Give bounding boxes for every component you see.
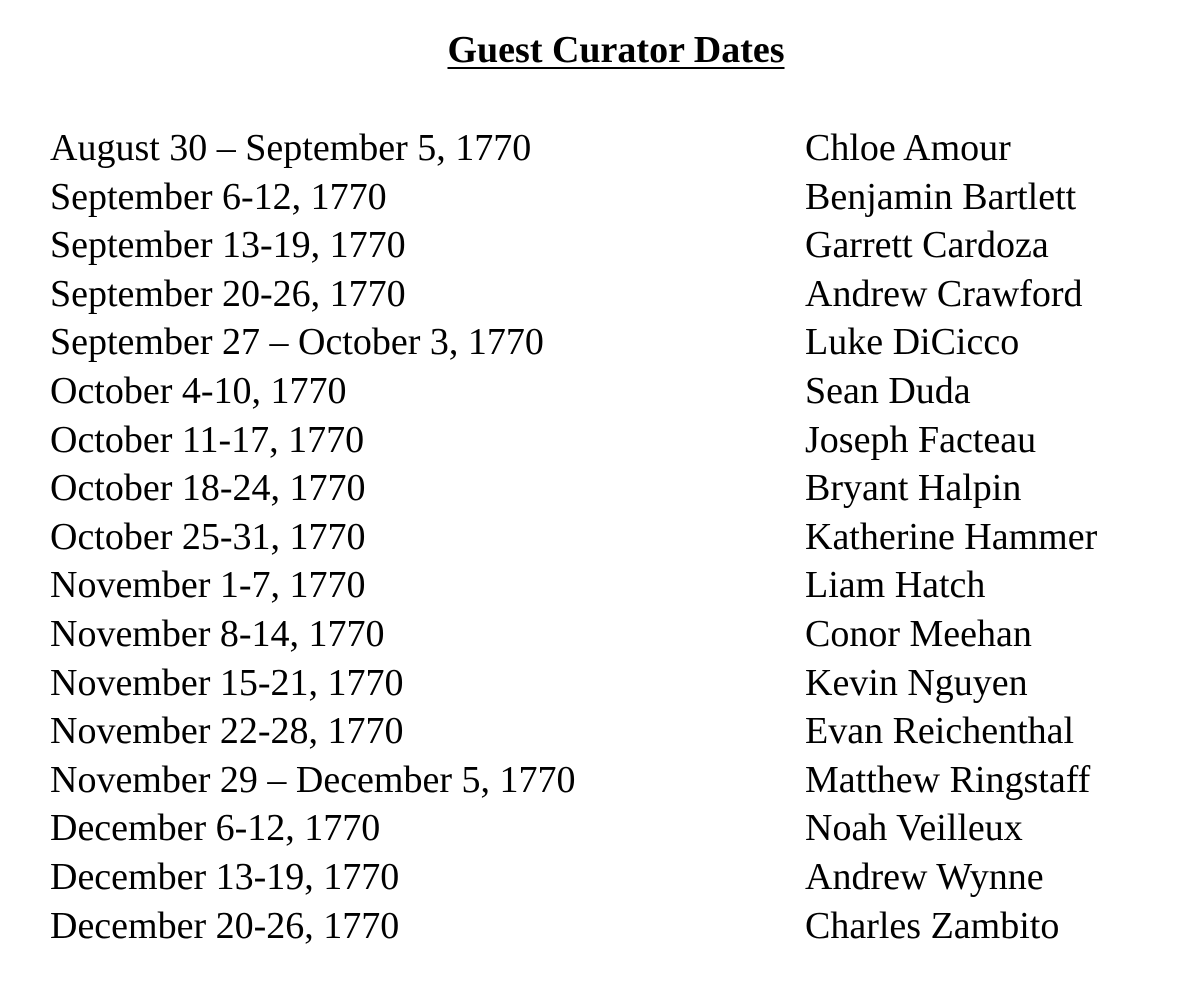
schedule-row — [50, 659, 1170, 708]
schedule-row — [50, 707, 1170, 756]
schedule-row — [50, 610, 1170, 659]
schedule-row — [50, 367, 1170, 416]
schedule-dates: December 20-26, 1770 — [50, 904, 400, 947]
curator-name: Conor Meehan — [805, 612, 1032, 655]
schedule-row — [50, 902, 1170, 951]
schedule-dates: November 22-28, 1770 — [50, 710, 404, 753]
curator-name: Bryant Halpin — [805, 467, 1022, 510]
schedule-dates: November 15-21, 1770 — [50, 661, 404, 704]
schedule-row — [50, 513, 1170, 562]
schedule-row — [50, 318, 1170, 367]
schedule-row — [50, 173, 1170, 222]
curator-name: Luke DiCicco — [805, 321, 1020, 364]
schedule-dates: September 13-19, 1770 — [50, 224, 406, 267]
page-title: Guest Curator Dates — [447, 29, 785, 71]
curator-name: Garrett Cardoza — [805, 224, 1049, 267]
schedule-row — [50, 221, 1170, 270]
curator-name: Sean Duda — [805, 369, 971, 412]
curator-name: Noah Veilleux — [805, 807, 1023, 850]
schedule-dates: November 1-7, 1770 — [50, 564, 366, 607]
schedule-row — [50, 124, 1170, 173]
curator-name: Katherine Hammer — [805, 515, 1098, 558]
curator-name: Benjamin Bartlett — [805, 175, 1077, 218]
schedule-row — [50, 270, 1170, 319]
schedule-dates: December 6-12, 1770 — [50, 807, 381, 850]
curator-name: Kevin Nguyen — [805, 661, 1028, 704]
schedule-dates: December 13-19, 1770 — [50, 855, 400, 898]
curator-name: Chloe Amour — [805, 127, 1011, 169]
schedule-dates: October 25-31, 1770 — [50, 515, 366, 558]
schedule-row — [50, 416, 1170, 465]
schedule-dates: October 4-10, 1770 — [50, 369, 347, 412]
schedule-dates: September 20-26, 1770 — [50, 272, 406, 315]
schedule-dates: October 18-24, 1770 — [50, 467, 366, 510]
schedule-row — [50, 561, 1170, 610]
schedule-row — [50, 756, 1170, 805]
curator-name: Evan Reichenthal — [805, 710, 1075, 753]
schedule-dates: September 6-12, 1770 — [50, 175, 387, 218]
schedule-row — [50, 464, 1170, 513]
schedule-dates: November 29 – December 5, 1770 — [50, 758, 576, 801]
curator-name: Matthew Ringstaff — [805, 758, 1091, 801]
curator-name: Charles Zambito — [805, 904, 1060, 947]
schedule-row — [50, 853, 1170, 902]
curator-name: Joseph Facteau — [805, 418, 1037, 461]
curator-name: Andrew Crawford — [805, 272, 1083, 315]
curator-schedule-list — [50, 124, 1170, 950]
schedule-dates: September 27 – October 3, 1770 — [50, 321, 544, 364]
schedule-dates: October 11-17, 1770 — [50, 418, 365, 461]
schedule-dates: November 8-14, 1770 — [50, 612, 385, 655]
curator-name: Liam Hatch — [805, 564, 986, 607]
schedule-dates: August 30 – September 5, 1770 — [50, 127, 532, 169]
curator-name: Andrew Wynne — [805, 855, 1044, 898]
schedule-row — [50, 804, 1170, 853]
